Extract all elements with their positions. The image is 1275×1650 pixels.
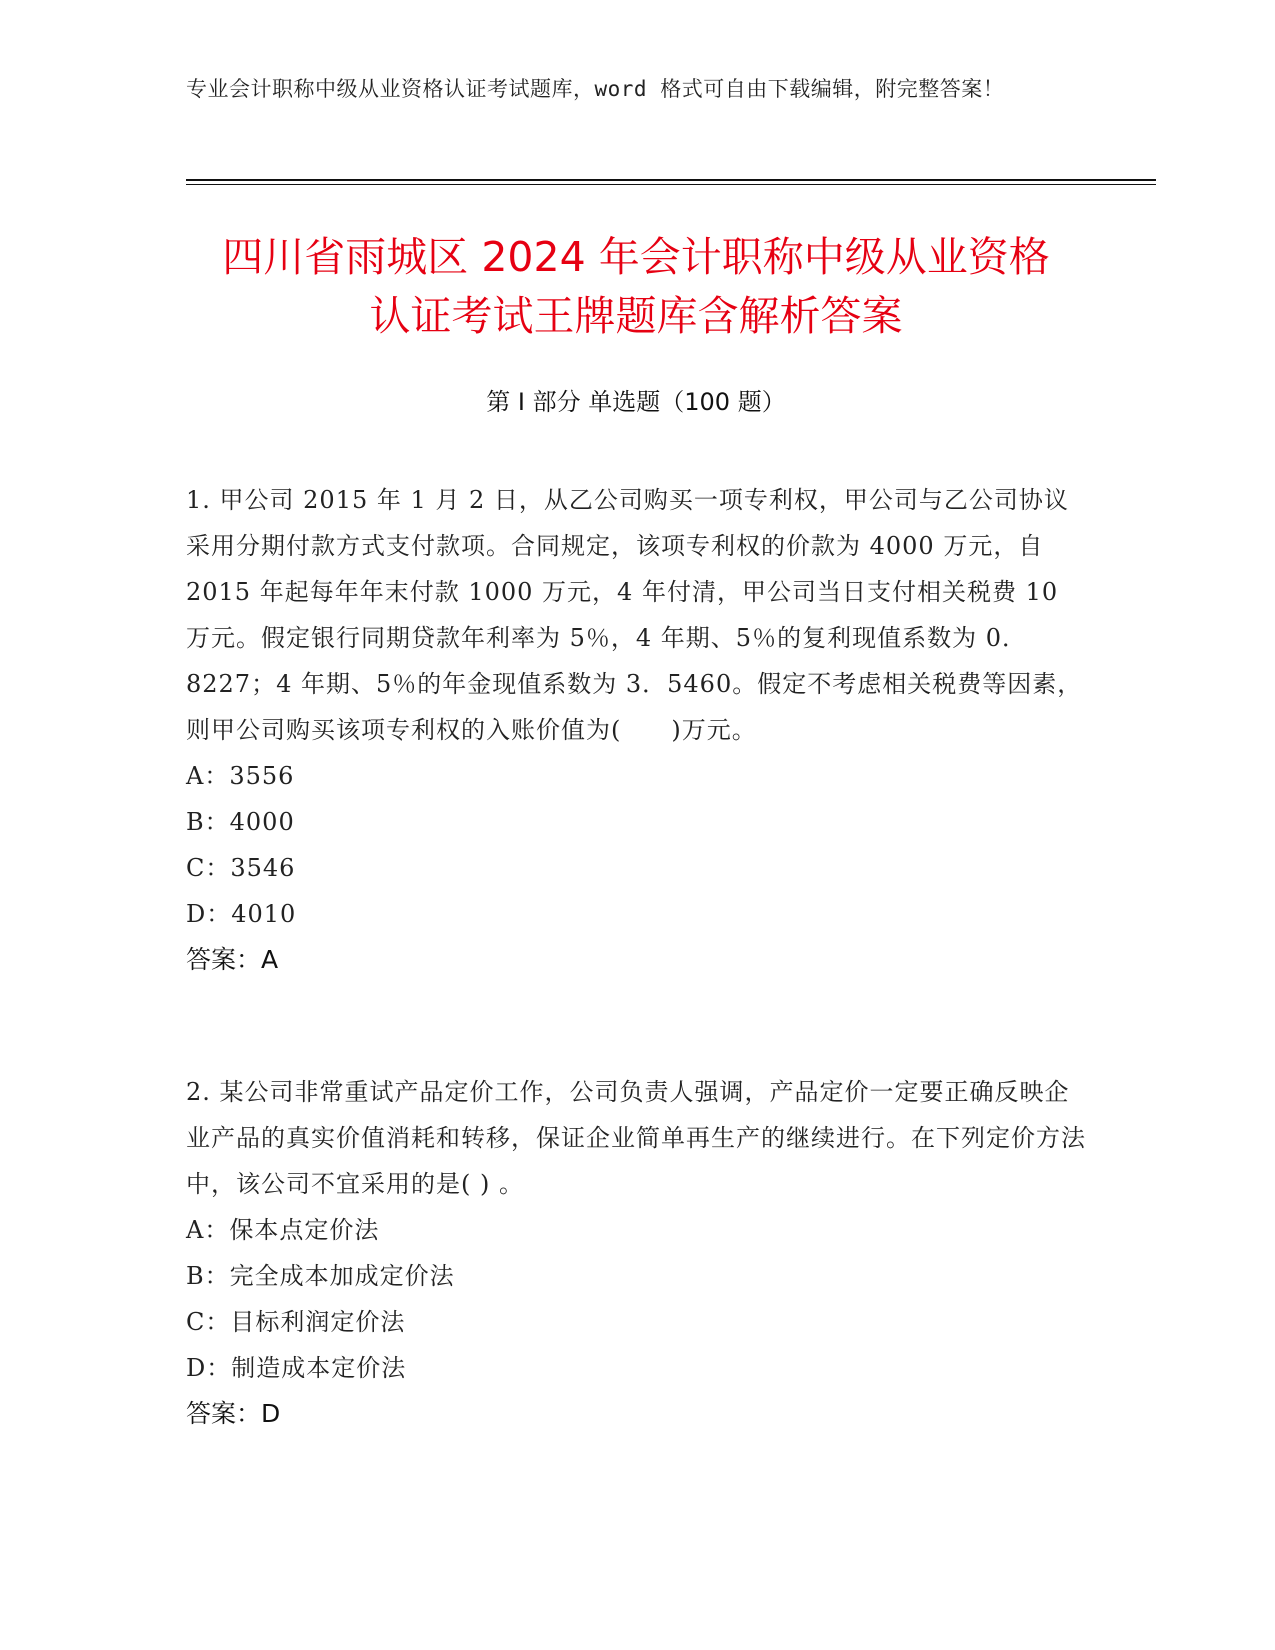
option-a: A：3556 <box>186 762 295 790</box>
question-text: 1. 甲公司 2015 年 1 月 2 日，从乙公司购买一项专利权，甲公司与乙公司协议采用分期付款方式支付款项。合同规定，该项专利权的价款为 4000 万元，自 2015 年起每年年末付款 1000 万元，4 年付清，甲公司当日支付相关税费 10 万元。假定银行同期贷款年利率为 5％，4 年期、5％的复利现值系数为 0．8227；4 年期、5％的年金现值系数为 3．5460。假定不考虑相关税费等因素，则甲公司购买该项专利权的入账价值为( )万元。 <box>186 486 1083 744</box>
option-a: A：保本点定价法 <box>186 1216 380 1244</box>
option-d: D：制造成本定价法 <box>186 1354 407 1382</box>
question-block <box>186 1069 1086 1437</box>
question-text: 2. 某公司非常重试产品定价工作，公司负责人强调，产品定价一定要正确反映企业产品的真实价值消耗和转移，保证企业简单再生产的继续进行。在下列定价方法中，该公司不宜采用的是( ) 。 <box>186 1078 1086 1198</box>
header-note: 专业会计职称中级从业资格认证考试题库，word 格式可自由下载编辑，附完整答案！ <box>186 77 1005 101</box>
header-divider-thin <box>186 184 1156 185</box>
option-c: C：3546 <box>186 854 296 882</box>
option-b: B：完全成本加成定价法 <box>186 1262 455 1290</box>
option-b: B：4000 <box>186 808 295 836</box>
document-title-line-1: 四川省雨城区 2024 年会计职称中级从业资格 <box>222 233 1050 281</box>
document-title-line-2: 认证考试王牌题库含解析答案 <box>369 292 903 340</box>
answer-line: 答案：A <box>186 945 279 974</box>
answer-line: 答案：D <box>186 1399 281 1428</box>
option-c: C：目标利润定价法 <box>186 1308 406 1336</box>
section-title: 第 I 部分 单选题（100 题） <box>486 388 786 416</box>
option-d: D：4010 <box>186 900 297 928</box>
header-divider-thick <box>186 179 1156 181</box>
document-title <box>186 228 1086 346</box>
question-block <box>186 477 1086 983</box>
